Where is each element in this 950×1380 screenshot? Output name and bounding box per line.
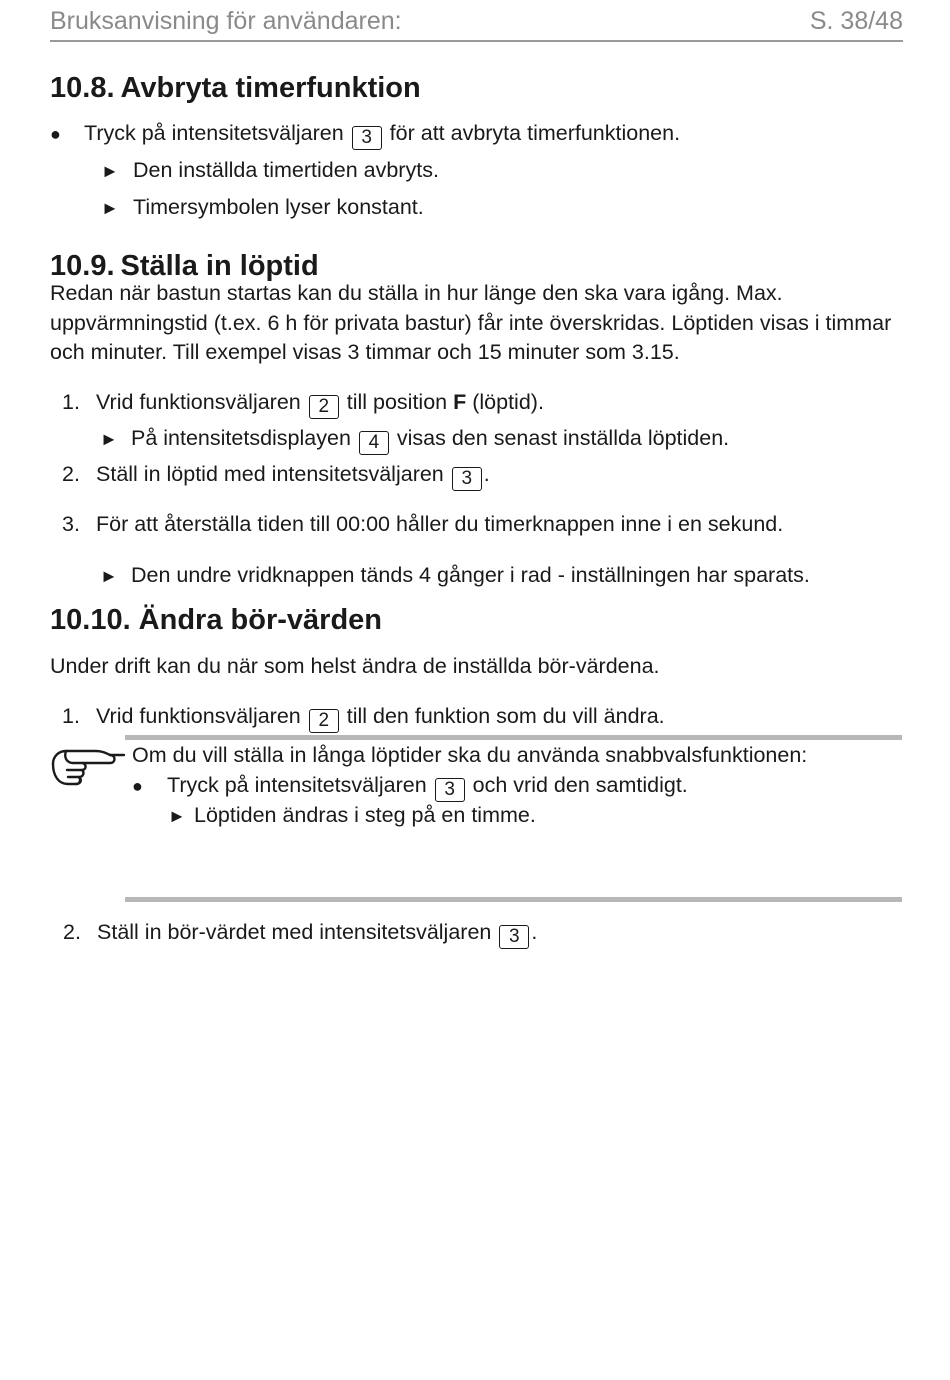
step-item	[62, 390, 544, 419]
arrow-right-icon: ►	[101, 161, 119, 181]
bullet-item	[50, 121, 680, 150]
heading-text: Ställa in löptid	[120, 250, 319, 282]
text: Tryck på intensitetsväljaren	[167, 773, 427, 797]
page-header	[50, 4, 903, 42]
arrow-right-icon: ►	[101, 198, 119, 218]
text: till position	[346, 390, 448, 414]
text: Vrid funktionsväljaren	[96, 390, 301, 414]
section-intro: Redan när bastun startas kan du ställa in hur länge den ska vara igång. Max. uppvärmningstid (t.ex. 6 h för privata bastur) får inte överskridas. Löptiden visas i timmar och minuter. Till exempel visas 3 timmar och 15 minuter som 3.15.	[50, 281, 892, 364]
text: (löptid).	[472, 390, 544, 414]
ref-number-box: 2	[309, 395, 339, 419]
text: Löptiden ändras i steg på en timme.	[194, 803, 536, 827]
text: För att återställa tiden till 00:00 håller du timerknappen inne i en sekund.	[96, 512, 784, 536]
step-item	[62, 512, 783, 537]
section-heading-10-10: 10.10. Ändra bör-värden	[50, 604, 382, 636]
arrow-right-icon: ►	[168, 806, 186, 826]
page-number: S. 38/48	[809, 7, 903, 35]
ref-number-box: 3	[499, 925, 529, 949]
arrow-right-icon: ►	[100, 429, 118, 449]
text: .	[483, 462, 490, 486]
text: Tryck på intensitetsväljaren	[84, 121, 344, 145]
step-item	[62, 462, 490, 491]
note-bottom-rule	[125, 897, 902, 902]
note-bullet-item	[132, 773, 688, 802]
result-item	[101, 195, 424, 220]
section-heading-10-8	[50, 72, 421, 105]
note-text: Om du vill ställa in långa löptider ska du använda snabbvalsfunktionen:	[132, 743, 808, 767]
text: och vrid den samtidigt.	[472, 773, 688, 797]
step-number: 1.	[62, 390, 80, 414]
text: Vrid funktionsväljaren	[96, 704, 301, 728]
step-number: 2.	[62, 462, 80, 486]
step-number: 2.	[63, 920, 81, 944]
section-intro: Under drift kan du när som helst ändra de inställda bör-värdena.	[50, 654, 660, 678]
result-item	[101, 158, 439, 183]
text: till den funktion som du vill ändra.	[346, 704, 665, 728]
text: Den undre vridknappen tänds 4 gånger i rad - inställningen har sparats.	[131, 563, 810, 587]
heading-number: 10.9.	[50, 250, 115, 282]
pointing-hand-icon	[50, 742, 128, 788]
ref-number-box: 3	[452, 467, 482, 491]
ref-number-box: 2	[309, 709, 339, 733]
text: På intensitetsdisplayen	[131, 426, 351, 450]
text: Ställ in bör-värdet med intensitetsväljaren	[97, 920, 492, 944]
position-letter: F	[453, 390, 467, 414]
text: Den inställda timertiden avbryts.	[133, 158, 439, 182]
ref-number-box: 4	[359, 431, 389, 455]
arrow-right-icon: ►	[100, 566, 118, 586]
result-item	[100, 426, 729, 455]
text: för att avbryta timerfunktionen.	[389, 121, 681, 145]
header-title: Bruksanvisning för användaren:	[50, 7, 402, 35]
note-result-item	[168, 803, 536, 828]
step-number: 3.	[62, 512, 80, 536]
note-top-rule	[125, 735, 902, 740]
text: Timersymbolen lyser konstant.	[133, 195, 424, 219]
text: .	[531, 920, 538, 944]
bullet-icon: ●	[132, 776, 143, 796]
step-item	[62, 704, 665, 733]
step-item	[63, 920, 537, 949]
text: visas den senast inställda löptiden.	[396, 426, 730, 450]
ref-number-box: 3	[435, 778, 465, 802]
bullet-icon: ●	[50, 124, 61, 144]
result-item	[100, 563, 810, 588]
step-number: 1.	[62, 704, 80, 728]
ref-number-box: 3	[352, 126, 382, 150]
heading-text: Avbryta timerfunktion	[120, 72, 421, 104]
text: Ställ in löptid med intensitetsväljaren	[96, 462, 444, 486]
heading-number: 10.8.	[50, 72, 115, 104]
